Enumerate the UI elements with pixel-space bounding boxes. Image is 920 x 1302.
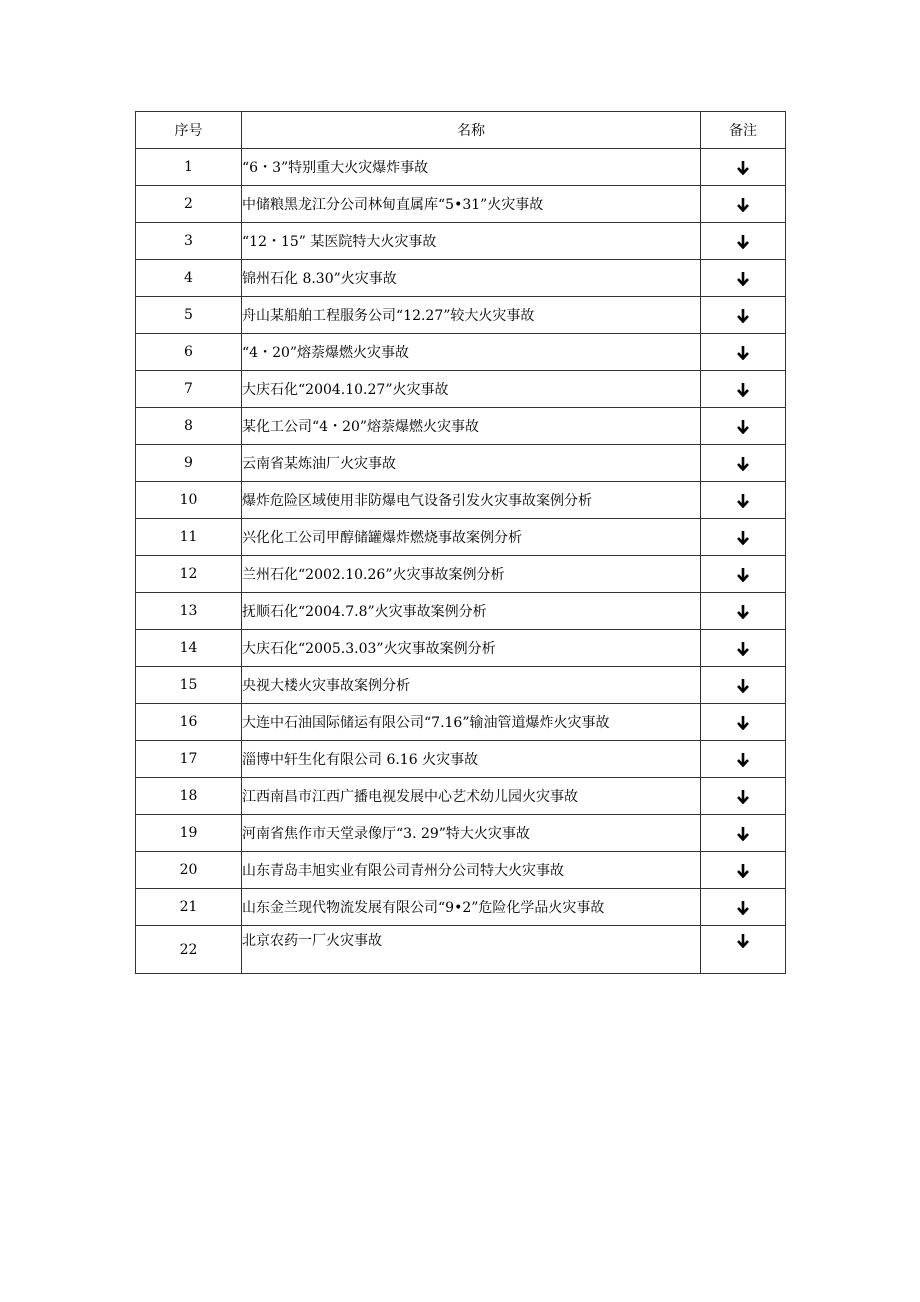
arrow-down-icon[interactable] bbox=[736, 678, 750, 693]
row-number: 17 bbox=[136, 741, 242, 778]
row-number: 1 bbox=[136, 149, 242, 186]
table-row bbox=[136, 297, 786, 334]
arrow-down-icon[interactable] bbox=[736, 419, 750, 434]
table-row bbox=[136, 852, 786, 889]
note-cell bbox=[701, 593, 786, 630]
arrow-down-icon[interactable] bbox=[736, 308, 750, 323]
accident-name: “12・15” 某医院特大火灾事故 bbox=[242, 223, 701, 260]
accident-name: 江西南昌市江西广播电视发展中心艺术幼儿园火灾事故 bbox=[242, 778, 701, 815]
arrow-down-icon[interactable] bbox=[736, 900, 750, 915]
header-no: 序号 bbox=[136, 112, 242, 149]
note-cell bbox=[701, 186, 786, 223]
arrow-down-icon[interactable] bbox=[736, 641, 750, 656]
table-row bbox=[136, 260, 786, 297]
header-note: 备注 bbox=[701, 112, 786, 149]
accident-name: 大庆石化“2004.10.27”火灾事故 bbox=[242, 371, 701, 408]
table-row bbox=[136, 815, 786, 852]
accident-name: 大庆石化“2005.3.03”火灾事故案例分析 bbox=[242, 630, 701, 667]
table-row bbox=[136, 445, 786, 482]
note-cell bbox=[701, 297, 786, 334]
arrow-down-icon[interactable] bbox=[736, 567, 750, 582]
accident-name: “6・3”特别重大火灾爆炸事故 bbox=[242, 149, 701, 186]
accident-name: 爆炸危险区域使用非防爆电气设备引发火灾事故案例分析 bbox=[242, 482, 701, 519]
accident-name: 山东金兰现代物流发展有限公司“9•2”危险化学品火灾事故 bbox=[242, 889, 701, 926]
accident-name: 兰州石化“2002.10.26”火灾事故案例分析 bbox=[242, 556, 701, 593]
accident-name: 北京农药一厂火灾事故 bbox=[242, 926, 701, 974]
accident-name: 河南省焦作市天堂录像厅“3. 29”特大火灾事故 bbox=[242, 815, 701, 852]
accident-name: 锦州石化 8.30”火灾事故 bbox=[242, 260, 701, 297]
table-row bbox=[136, 223, 786, 260]
accident-name: 抚顺石化“2004.7.8”火灾事故案例分析 bbox=[242, 593, 701, 630]
arrow-down-icon[interactable] bbox=[736, 530, 750, 545]
row-number: 16 bbox=[136, 704, 242, 741]
note-cell bbox=[701, 778, 786, 815]
arrow-down-icon[interactable] bbox=[736, 752, 750, 767]
accident-name: 淄博中轩生化有限公司 6.16 火灾事故 bbox=[242, 741, 701, 778]
row-number: 11 bbox=[136, 519, 242, 556]
row-number: 14 bbox=[136, 630, 242, 667]
row-number: 5 bbox=[136, 297, 242, 334]
row-number: 8 bbox=[136, 408, 242, 445]
row-number: 12 bbox=[136, 556, 242, 593]
arrow-down-icon[interactable] bbox=[736, 715, 750, 730]
table-row bbox=[136, 334, 786, 371]
table-row bbox=[136, 482, 786, 519]
header-name: 名称 bbox=[242, 112, 701, 149]
table-row bbox=[136, 519, 786, 556]
table-header-row bbox=[136, 112, 786, 149]
table-row bbox=[136, 778, 786, 815]
note-cell bbox=[701, 408, 786, 445]
note-cell bbox=[701, 223, 786, 260]
accident-name: 央视大楼火灾事故案例分析 bbox=[242, 667, 701, 704]
arrow-down-icon[interactable] bbox=[736, 933, 750, 948]
accident-name: 兴化化工公司甲醇储罐爆炸燃烧事故案例分析 bbox=[242, 519, 701, 556]
arrow-down-icon[interactable] bbox=[736, 456, 750, 471]
table-row bbox=[136, 926, 786, 974]
arrow-down-icon[interactable] bbox=[736, 271, 750, 286]
accident-name: 中储粮黑龙江分公司林甸直属库“5•31”火灾事故 bbox=[242, 186, 701, 223]
note-cell bbox=[701, 889, 786, 926]
accident-name: 山东青岛丰旭实业有限公司青州分公司特大火灾事故 bbox=[242, 852, 701, 889]
row-number: 4 bbox=[136, 260, 242, 297]
accident-index-table bbox=[135, 111, 786, 974]
note-cell bbox=[701, 926, 786, 974]
row-number: 13 bbox=[136, 593, 242, 630]
row-number: 19 bbox=[136, 815, 242, 852]
table-row bbox=[136, 630, 786, 667]
row-number: 3 bbox=[136, 223, 242, 260]
table-row bbox=[136, 593, 786, 630]
note-cell bbox=[701, 630, 786, 667]
table-row bbox=[136, 741, 786, 778]
arrow-down-icon[interactable] bbox=[736, 382, 750, 397]
table-row bbox=[136, 186, 786, 223]
row-number: 18 bbox=[136, 778, 242, 815]
arrow-down-icon[interactable] bbox=[736, 160, 750, 175]
row-number: 15 bbox=[136, 667, 242, 704]
note-cell bbox=[701, 704, 786, 741]
row-number: 10 bbox=[136, 482, 242, 519]
table-row bbox=[136, 408, 786, 445]
note-cell bbox=[701, 667, 786, 704]
row-number: 20 bbox=[136, 852, 242, 889]
note-cell bbox=[701, 519, 786, 556]
note-cell bbox=[701, 815, 786, 852]
accident-name: 舟山某船舶工程服务公司“12.27”较大火灾事故 bbox=[242, 297, 701, 334]
note-cell bbox=[701, 334, 786, 371]
arrow-down-icon[interactable] bbox=[736, 863, 750, 878]
table-row bbox=[136, 556, 786, 593]
note-cell bbox=[701, 482, 786, 519]
row-number: 6 bbox=[136, 334, 242, 371]
table-row bbox=[136, 667, 786, 704]
arrow-down-icon[interactable] bbox=[736, 345, 750, 360]
arrow-down-icon[interactable] bbox=[736, 604, 750, 619]
note-cell bbox=[701, 260, 786, 297]
accident-name: 某化工公司“4・20”熔萘爆燃火灾事故 bbox=[242, 408, 701, 445]
table-row bbox=[136, 889, 786, 926]
row-number: 22 bbox=[136, 926, 242, 974]
table-row bbox=[136, 704, 786, 741]
note-cell bbox=[701, 149, 786, 186]
table-row bbox=[136, 149, 786, 186]
row-number: 7 bbox=[136, 371, 242, 408]
note-cell bbox=[701, 556, 786, 593]
arrow-down-icon[interactable] bbox=[736, 197, 750, 212]
row-number: 9 bbox=[136, 445, 242, 482]
accident-name: “4・20”熔萘爆燃火灾事故 bbox=[242, 334, 701, 371]
note-cell bbox=[701, 445, 786, 482]
arrow-down-icon[interactable] bbox=[736, 789, 750, 804]
note-cell bbox=[701, 741, 786, 778]
note-cell bbox=[701, 371, 786, 408]
arrow-down-icon[interactable] bbox=[736, 826, 750, 841]
table-body bbox=[136, 149, 786, 974]
row-number: 2 bbox=[136, 186, 242, 223]
row-number: 21 bbox=[136, 889, 242, 926]
accident-name: 云南省某炼油厂火灾事故 bbox=[242, 445, 701, 482]
arrow-down-icon[interactable] bbox=[736, 493, 750, 508]
note-cell bbox=[701, 852, 786, 889]
accident-name: 大连中石油国际储运有限公司“7.16”输油管道爆炸火灾事故 bbox=[242, 704, 701, 741]
table-row bbox=[136, 371, 786, 408]
arrow-down-icon[interactable] bbox=[736, 234, 750, 249]
